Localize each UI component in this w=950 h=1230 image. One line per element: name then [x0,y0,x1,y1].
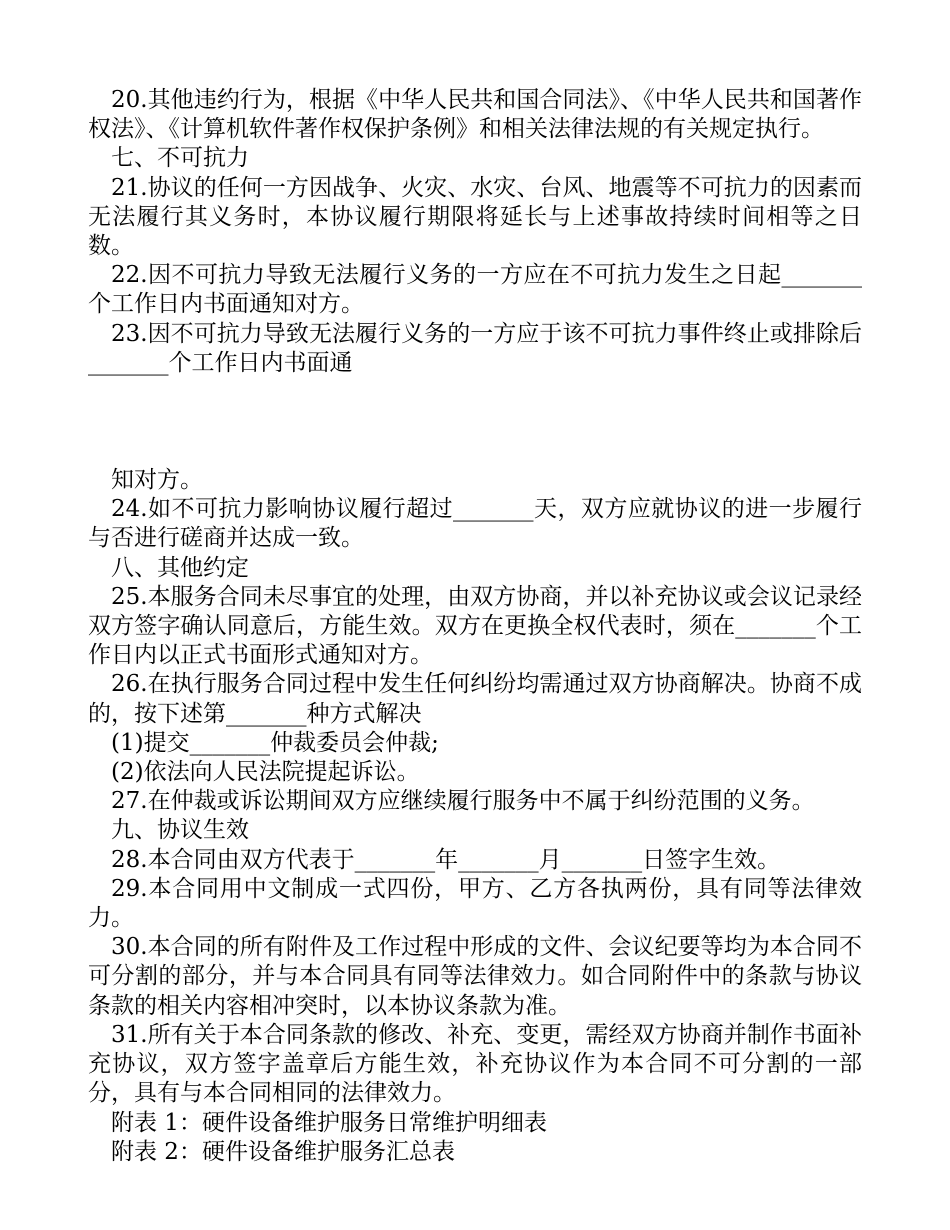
clause-26-option-2: (2)依法向人民法院提起诉讼。 [111,759,420,786]
clause-30: 30.本合同的所有附件及工作过程中形成的文件、会议纪要等均为本合同不可分割的部分，并与本合同具有同等法律效力。如合同附件中的条款与协议条款的相关内容相冲突时，以本协议条款为准。 [88,934,862,1019]
appendix-1: 附表 1：硬件设备维护服务日常维护明细表 [111,1109,547,1136]
clause-21: 21.协议的任何一方因战争、火灾、水灾、台风、地震等不可抗力的因素而无法履行其义务时，本协议履行期限将延长与上述事故持续时间相等之日数。 [88,174,862,260]
page-break-gap [88,378,862,466]
clause-22: 22.因不可抗力导致无法履行义务的一方应在不可抗力发生之日起_______个工作日内书面通知对方。 [88,262,862,318]
clause-31: 31.所有关于本合同条款的修改、补充、变更，需经双方协商并制作书面补充协议，双方签字盖章后方能生效，补充协议作为本合同不可分割的一部分，具有与本合同相同的法律效力。 [88,1021,862,1107]
clause-29: 29.本合同用中文制成一式四份，甲方、乙方各执两份，具有同等法律效力。 [88,875,862,932]
clause-20: 20.其他违约行为，根据《中华人民共和国合同法》、《中华人民共和国著作权法》、《计算机软件著作权保护条例》和相关法律法规的有关规定执行。 [88,87,862,143]
clause-28: 28.本合同由双方代表于_______年_______月_______日签字生效。 [111,846,781,873]
section-heading-force-majeure: 七、不可抗力 [111,145,249,172]
appendix-2: 附表 2：硬件设备维护服务汇总表 [111,1138,455,1165]
clause-27: 27.在仲裁或诉讼期间双方应继续履行服务中不属于纠纷范围的义务。 [111,788,815,815]
clause-26: 26.在执行服务合同过程中发生任何纠纷均需通过双方协商解决。协商不成的，按下述第_______种方式解决 [88,671,862,727]
clause-24: 24.如不可抗力影响协议履行超过_______天，双方应就协议的进一步履行与否进行磋商并达成一致。 [88,496,862,552]
section-heading-other-terms: 八、其他约定 [111,554,249,581]
clause-23-continued: 知对方。 [111,467,203,494]
clause-23: 23.因不可抗力导致无法履行义务的一方应于该不可抗力事件终止或排除后_______个工作日内书面通 [88,320,862,376]
clause-26-option-1: (1)提交_______仲裁委员会仲裁; [111,729,439,756]
section-heading-effectiveness: 九、协议生效 [111,817,249,844]
clause-25: 25.本服务合同未尽事宜的处理，由双方协商，并以补充协议或会议记录经双方签字确认同意后，方能生效。双方在更换全权代表时，须在_______个工作日内以正式书面形式通知对方。 [88,583,862,669]
